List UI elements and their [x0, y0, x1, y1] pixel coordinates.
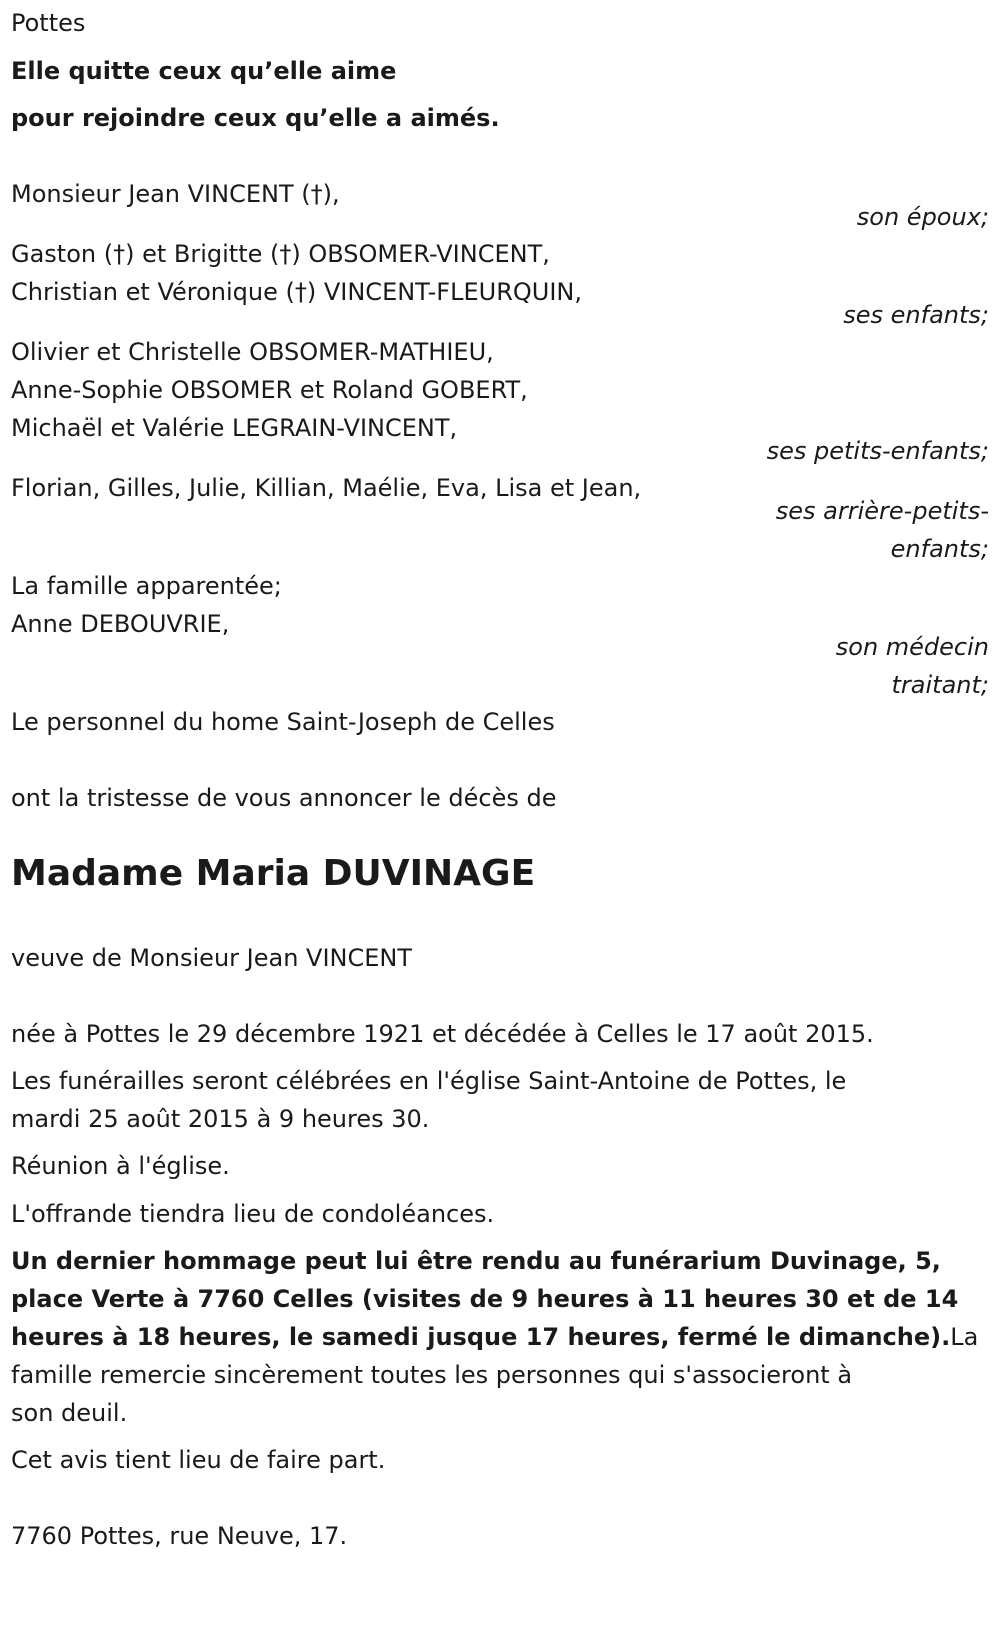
- funeral-line-2: mardi 25 août 2015 à 9 heures 30.: [11, 1105, 430, 1133]
- widow-of-line: veuve de Monsieur Jean VINCENT: [11, 944, 413, 972]
- quote-line-2: pour rejoindre ceux qu’elle a aimés.: [11, 104, 500, 132]
- doctor-role-1: son médecin: [835, 633, 989, 661]
- child-name-2: Christian et Véronique (†) VINCENT-FLEURQUIN,: [11, 278, 582, 306]
- great-grandchildren-role-1: ses arrière-petits-: [775, 497, 989, 525]
- meeting-line: Réunion à l'église.: [11, 1152, 230, 1180]
- thanks-start: La: [950, 1323, 979, 1351]
- tribute-line-3-row: [11, 1318, 978, 1356]
- children-role: ses enfants;: [843, 301, 989, 329]
- birth-death-dates: née à Pottes le 29 décembre 1921 et décédée à Celles le 17 août 2015.: [11, 1020, 874, 1048]
- grandchild-name-1: Olivier et Christelle OBSOMER-MATHIEU,: [11, 338, 494, 366]
- deceased-name: Madame Maria DUVINAGE: [11, 853, 536, 894]
- offering-line: L'offrande tiendra lieu de condoléances.: [11, 1200, 495, 1228]
- thanks-line-2: famille remercie sincèrement toutes les personnes qui s'associeront à: [11, 1361, 853, 1389]
- great-grandchildren-role-2: enfants;: [890, 535, 989, 563]
- tribute-line-1: Un dernier hommage peut lui être rendu au funérarium Duvinage, 5,: [11, 1247, 941, 1275]
- funeral-line-1: Les funérailles seront célébrées en l'église Saint-Antoine de Pottes, le: [11, 1067, 847, 1095]
- tribute-line-2: place Verte à 7760 Celles (visites de 9 heures à 11 heures 30 et de 14: [11, 1285, 959, 1313]
- tribute-line-3: heures à 18 heures, le samedi jusque 17 heures, fermé le dimanche).: [11, 1323, 951, 1351]
- spouse-name: Monsieur Jean VINCENT (†),: [11, 180, 340, 208]
- doctor-name: Anne DEBOUVRIE,: [11, 610, 230, 638]
- thanks-line-3: son deuil.: [11, 1399, 128, 1427]
- grandchildren-role: ses petits-enfants;: [766, 437, 989, 465]
- place-name: Pottes: [11, 9, 86, 37]
- child-name-1: Gaston (†) et Brigitte (†) OBSOMER-VINCENT,: [11, 240, 550, 268]
- doctor-role-2: traitant;: [891, 671, 989, 699]
- address-line: 7760 Pottes, rue Neuve, 17.: [11, 1522, 348, 1550]
- grandchild-name-3: Michaël et Valérie LEGRAIN-VINCENT,: [11, 414, 458, 442]
- great-grandchildren-names: Florian, Gilles, Julie, Killian, Maélie, Eva, Lisa et Jean,: [11, 474, 642, 502]
- relatives-line: La famille apparentée;: [11, 572, 282, 600]
- grandchild-name-2: Anne-Sophie OBSOMER et Roland GOBERT,: [11, 376, 528, 404]
- spouse-role: son époux;: [856, 203, 989, 231]
- notice-line: Cet avis tient lieu de faire part.: [11, 1446, 386, 1474]
- quote-line-1: Elle quitte ceux qu’elle aime: [11, 57, 397, 85]
- staff-line: Le personnel du home Saint-Joseph de Celles: [11, 708, 555, 736]
- announcement-line: ont la tristesse de vous annoncer le décès de: [11, 784, 557, 812]
